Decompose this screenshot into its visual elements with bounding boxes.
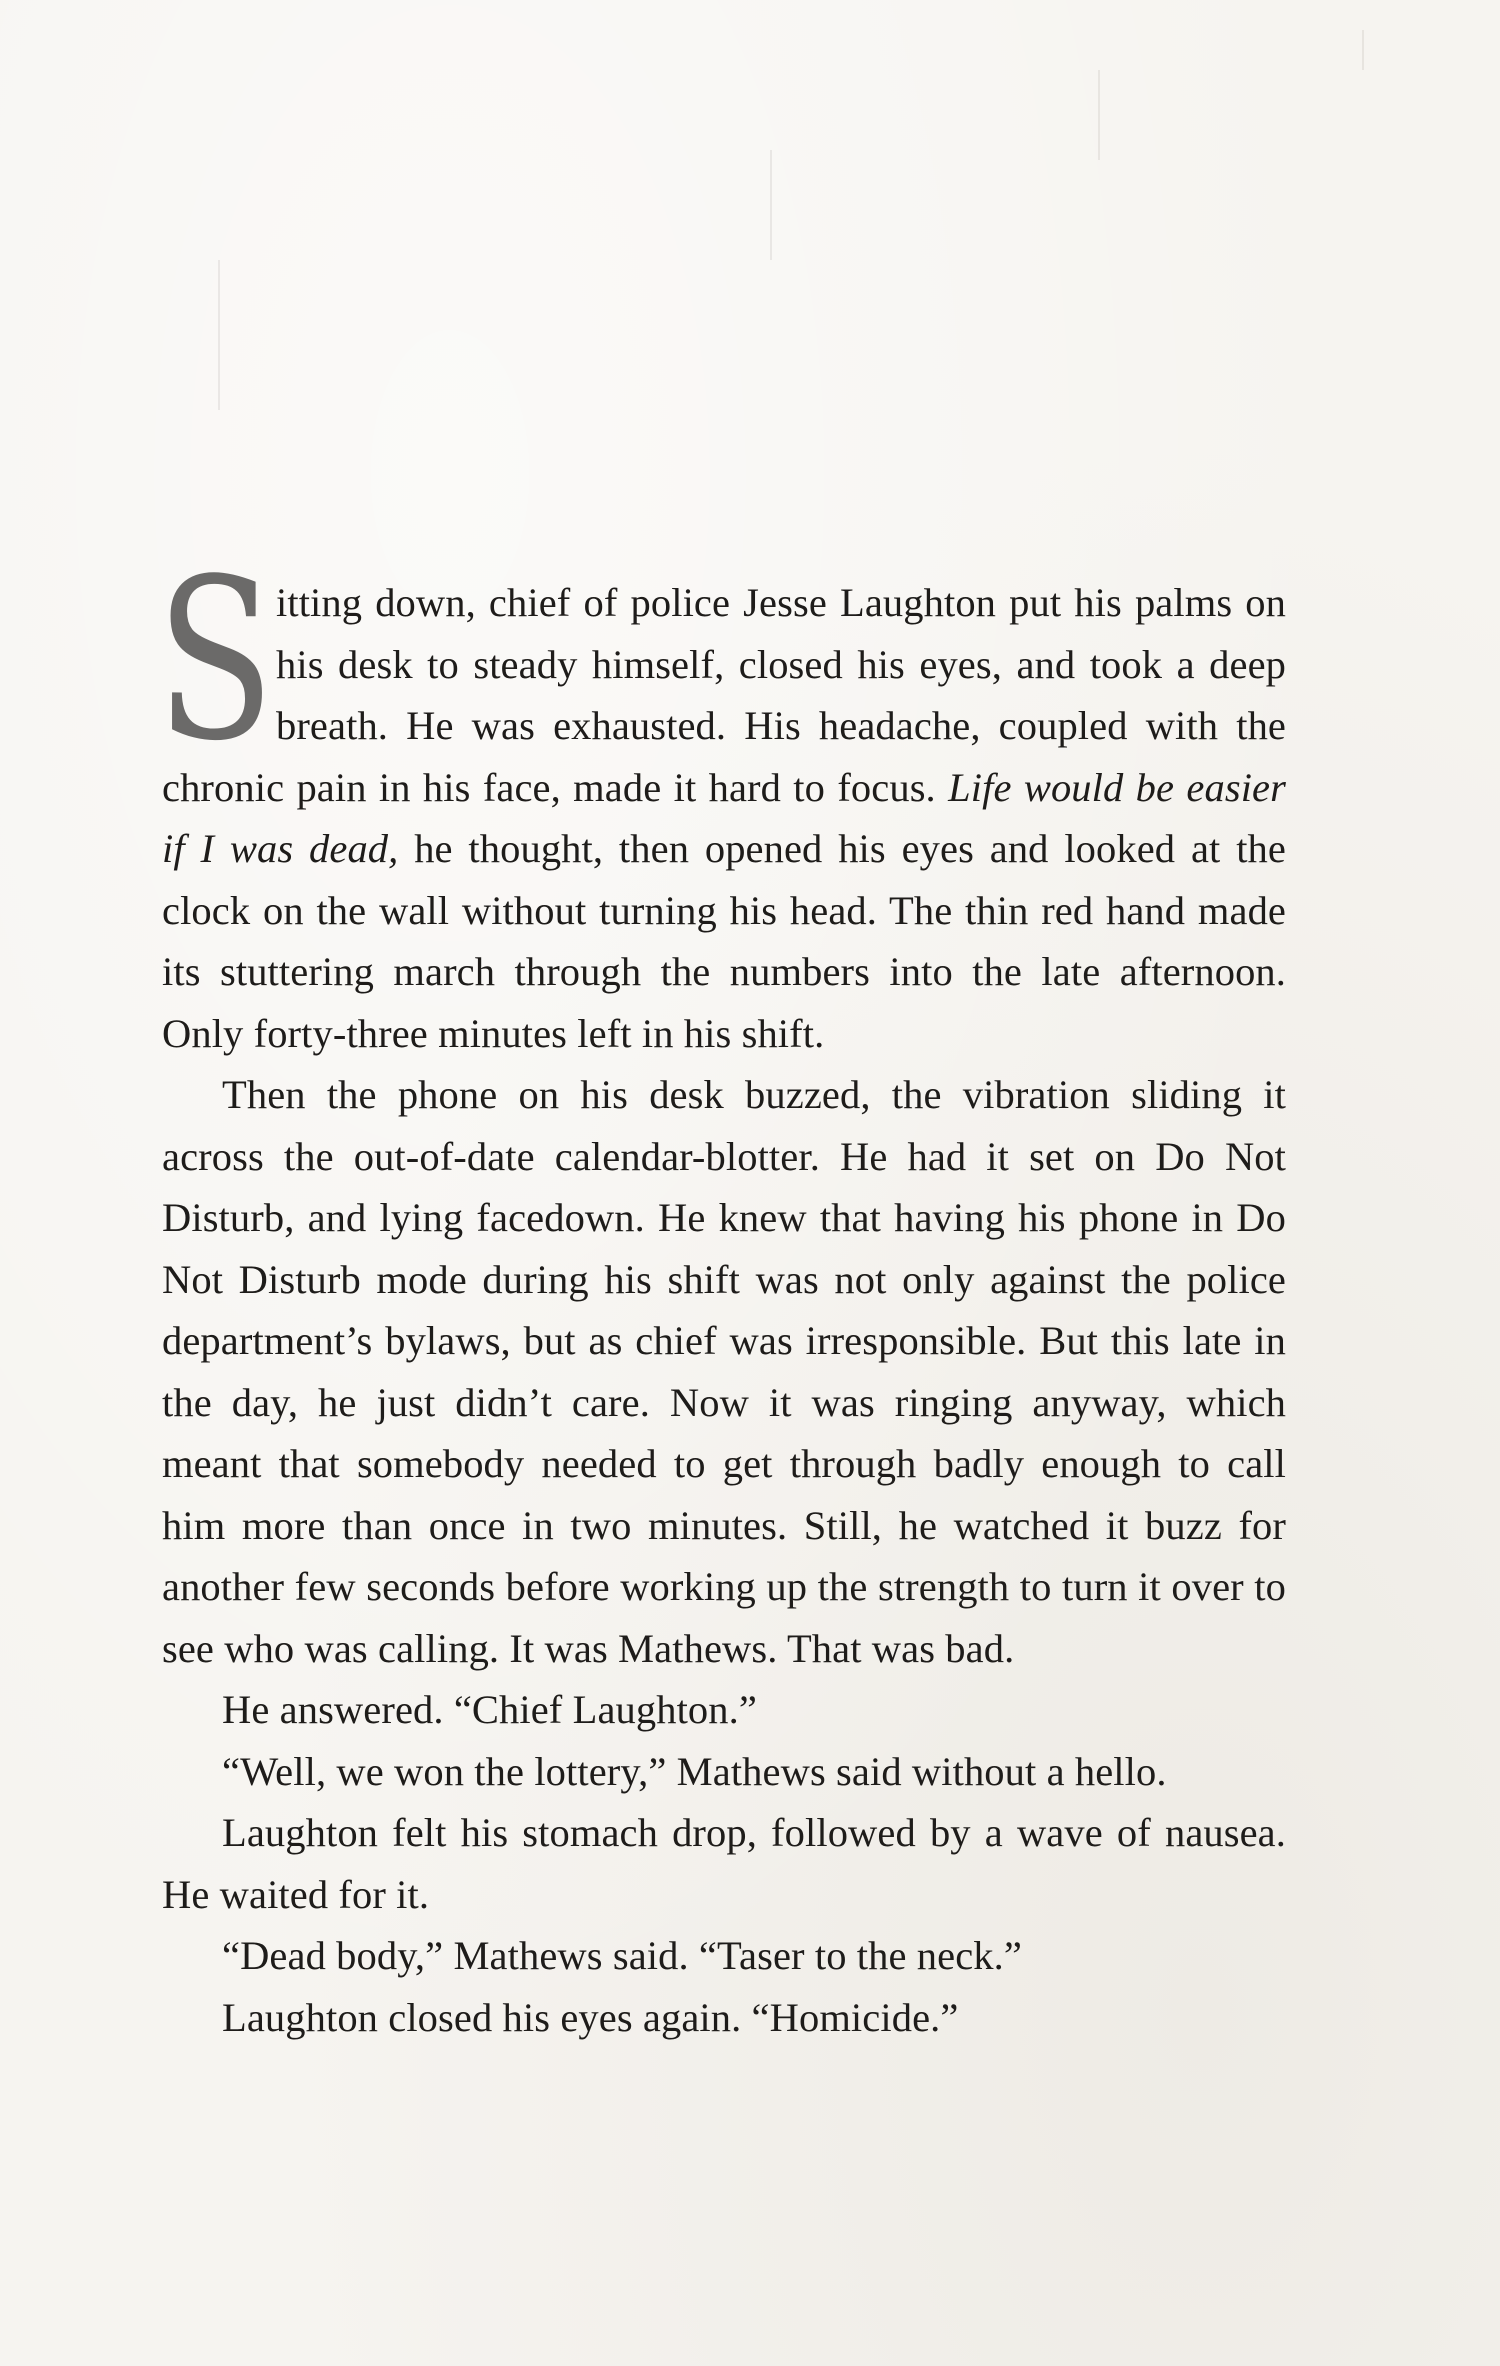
italic-thought: Life would be easier if I was dead, — [162, 764, 1286, 871]
text-run: He answered. “Chief Laughton.” — [222, 1687, 757, 1732]
paragraph — [162, 1925, 1286, 1987]
text-run: Laughton felt his stomach drop, followed by a wave of nausea. He waited for it. — [162, 1810, 1286, 1917]
paragraph — [162, 1064, 1286, 1679]
text-run: Laughton closed his eyes again. “Homicide.” — [222, 1994, 959, 2040]
paragraph — [162, 1679, 1286, 1741]
text-run: “Well, we won the lottery,” Mathews said without a hello. — [222, 1748, 1167, 1794]
paragraph — [162, 1987, 1286, 2049]
text-run: Then the phone on his desk buzzed, the vibration sliding it across the out-of-date calendar-blotter. He had it set on Do Not Disturb, and lying facedown. He knew that having his phone in Do Not Disturb mode during his shift was not only against the police department’s bylaws, but as chief was irresponsible. But this late in the day, he just didn’t care. Now it was ringing anyway, which meant that somebody needed to get through badly enough to call him more than once in two minutes. Still, he watched it buzz for another few seconds before working up the strength to turn it over to see who was calling. It was Mathews. That was bad. — [162, 1072, 1286, 1671]
paragraph-opening — [156, 532, 1286, 1064]
paragraph — [162, 1802, 1286, 1925]
bleed-through-mark — [1362, 30, 1364, 70]
body-text — [156, 532, 1286, 2048]
drop-cap-letter: S — [156, 532, 275, 790]
bleed-through-mark — [1098, 70, 1100, 160]
bleed-through-mark — [218, 260, 220, 410]
bleed-through-mark — [770, 150, 772, 260]
text-run: he thought, then opened his eyes and looked at the clock on the wall without turning his head. The thin red hand made its stuttering march through the numbers into the late afternoon. Only forty-three minutes left in his shift. — [162, 826, 1286, 1056]
paragraph — [162, 1741, 1286, 1803]
text-run: itting down, chief of police Jesse Laughton put his palms on his desk to steady himself, closed his eyes, and took a deep breath. He was exhausted. His headache, coupled with the chronic pain in his face, made it hard to focus. — [162, 580, 1286, 810]
text-run: “Dead body,” Mathews said. “Taser to the neck.” — [222, 1933, 1022, 1978]
